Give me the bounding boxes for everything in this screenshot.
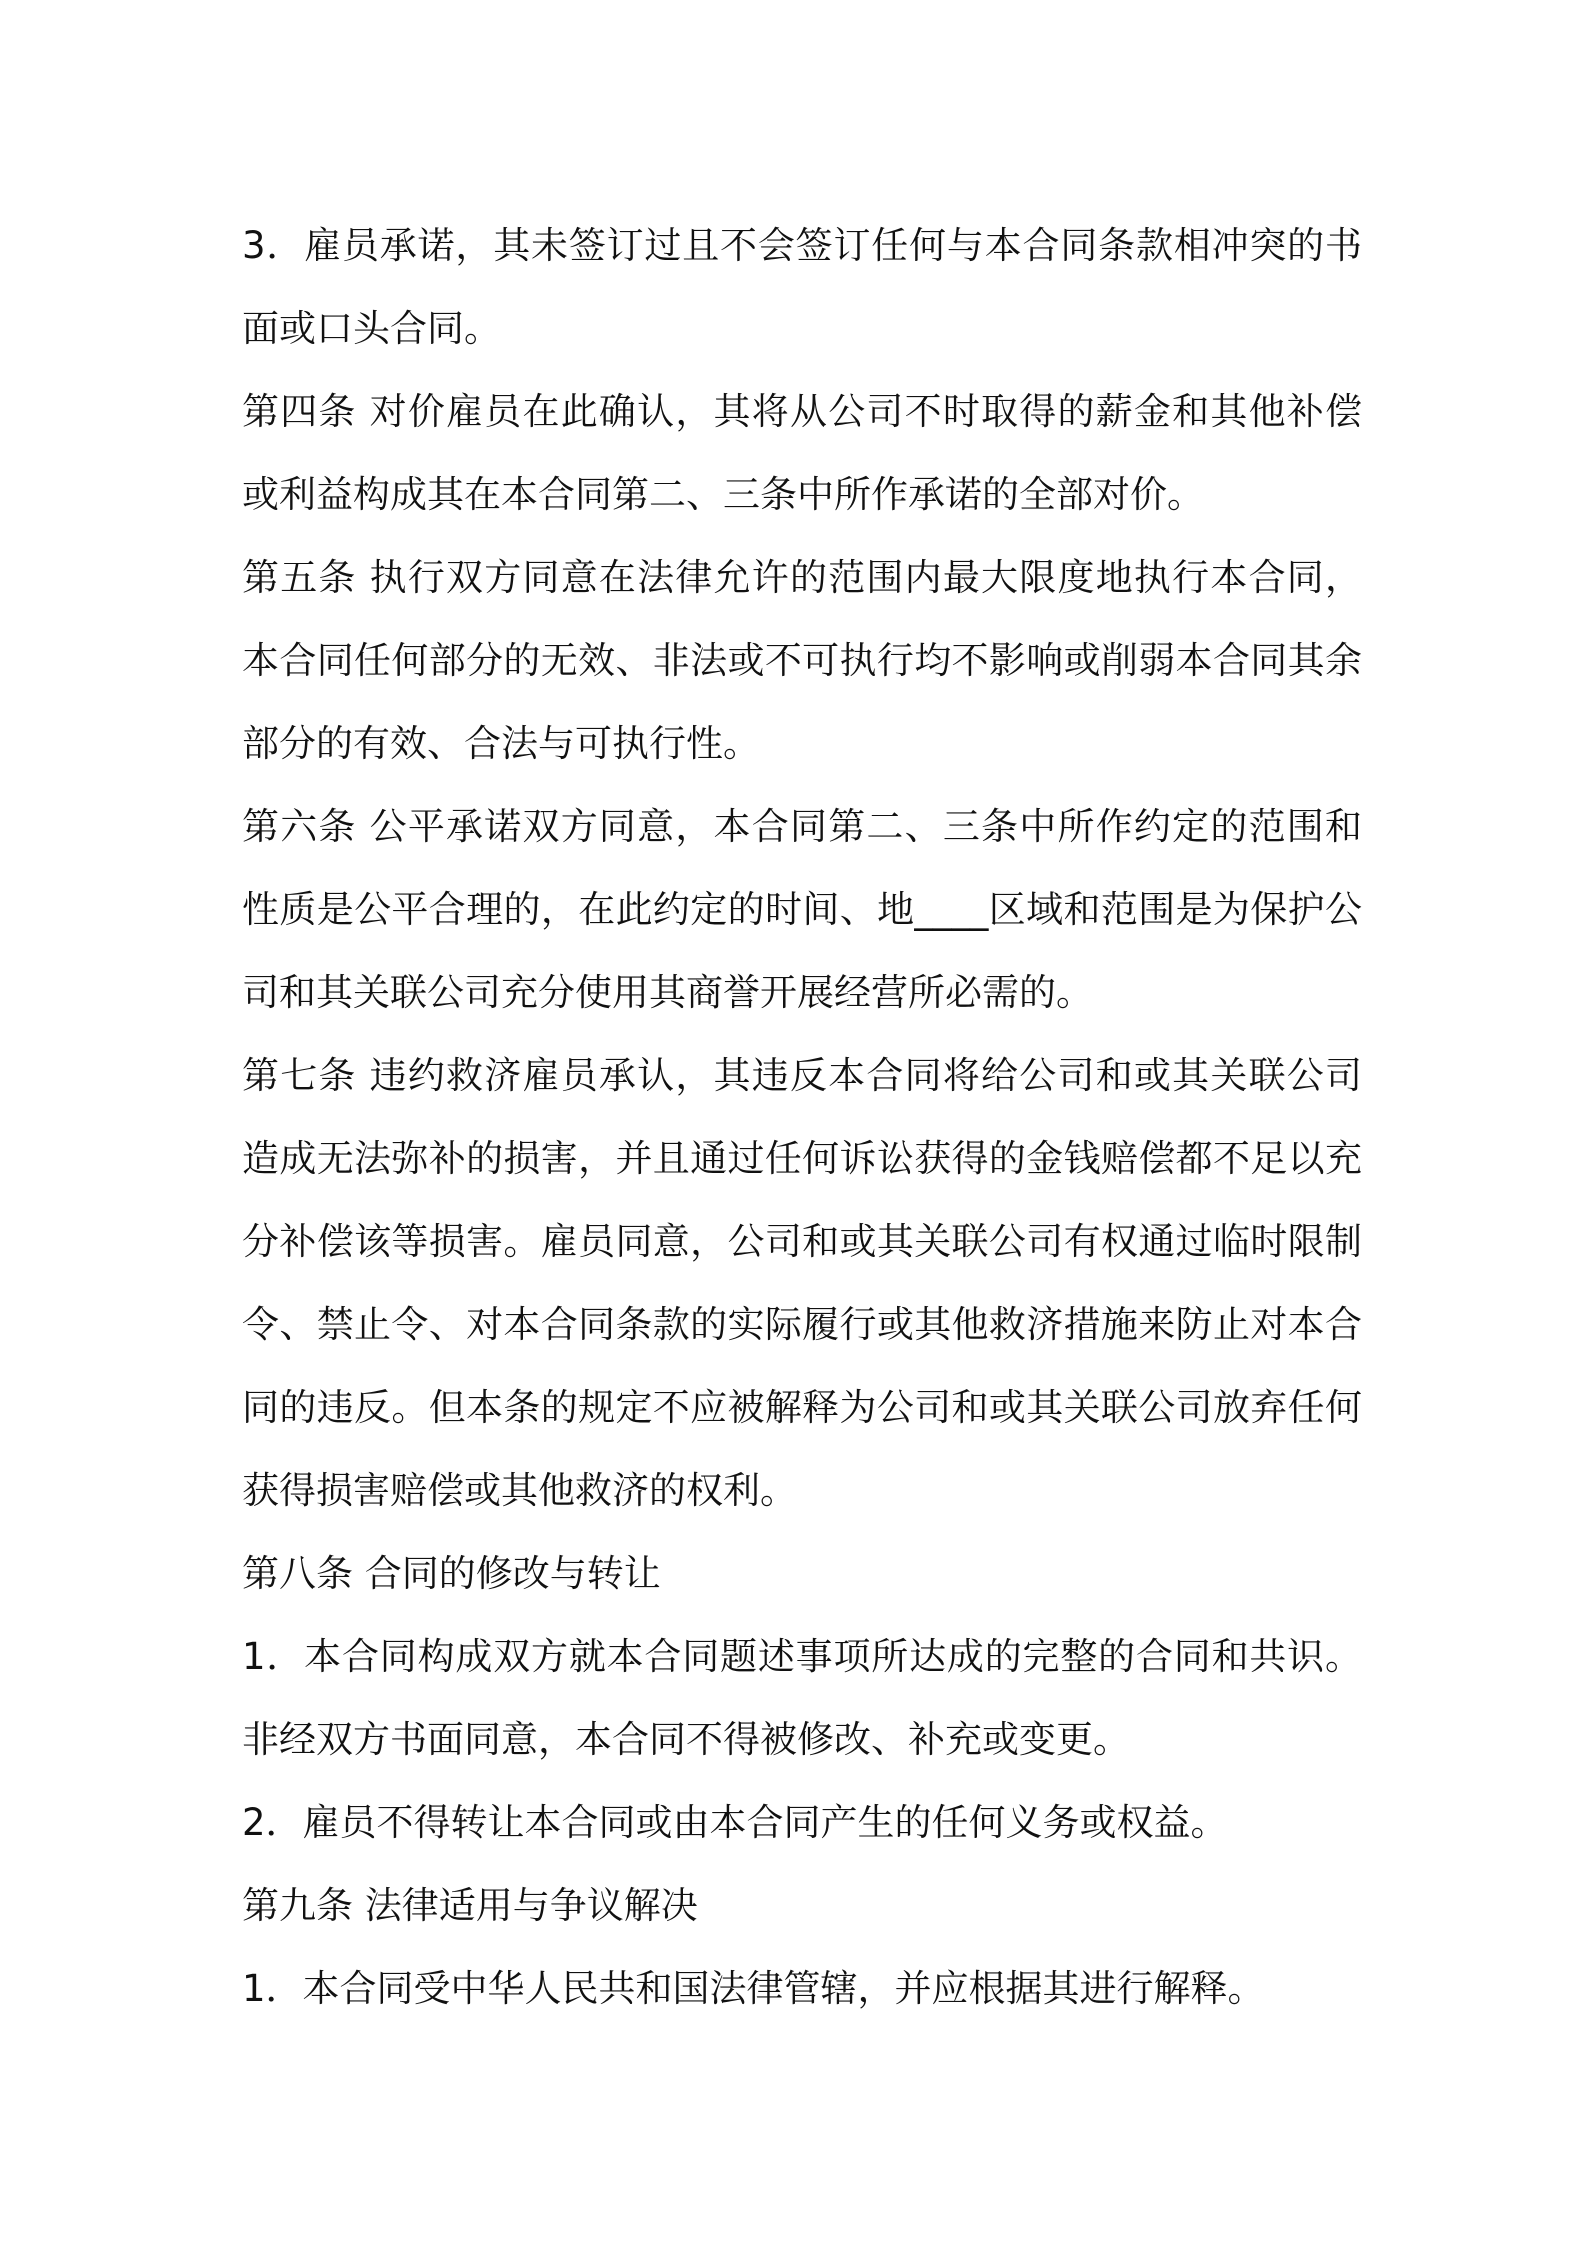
paragraph-employee-promise-3: 3．雇员承诺，其未签订过且不会签订任何与本合同条款相冲突的书面或口头合同。 <box>242 224 1362 350</box>
paragraph-article-8-item-2: 2．雇员不得转让本合同或由本合同产生的任何义务或权益。 <box>242 1801 1228 1844</box>
document-body <box>242 204 1362 2030</box>
paragraph-article-6-fairness: 第六条 公平承诺双方同意，本合同第二、三条中所作约定的范围和性质是公平合理的，在此约定的时间、地____区域和范围是为保护公司和其关联公司充分使用其商誉开展经营所必需的。 <box>242 805 1362 1014</box>
heading-article-8-amendment: 第八条 合同的修改与转让 <box>242 1552 661 1595</box>
paragraph-article-7-remedies: 第七条 违约救济雇员承认，其违反本合同将给公司和或其关联公司造成无法弥补的损害，并且通过任何诉讼获得的金钱赔偿都不足以充分补偿该等损害。雇员同意，公司和或其关联公司有权通过临时限制令、禁止令、对本合同条款的实际履行或其他救济措施来防止对本合同的违反。但本条的规定不应被解释为公司和或其关联公司放弃任何获得损害赔偿或其他救济的权利。 <box>242 1054 1362 1512</box>
heading-article-9-governing-law: 第九条 法律适用与争议解决 <box>242 1884 698 1927</box>
paragraph-article-9-item-1: 1．本合同受中华人民共和国法律管辖，并应根据其进行解释。 <box>242 1967 1265 2010</box>
paragraph-article-8-item-1: 1．本合同构成双方就本合同题述事项所达成的完整的合同和共识。非经双方书面同意，本合同不得被修改、补充或变更。 <box>242 1635 1362 1761</box>
paragraph-article-4-consideration: 第四条 对价雇员在此确认，其将从公司不时取得的薪金和其他补偿或利益构成其在本合同第二、三条中所作承诺的全部对价。 <box>242 390 1362 516</box>
paragraph-article-5-enforcement: 第五条 执行双方同意在法律允许的范围内最大限度地执行本合同，本合同任何部分的无效、非法或不可执行均不影响或削弱本合同其余部分的有效、合法与可执行性。 <box>242 556 1362 765</box>
